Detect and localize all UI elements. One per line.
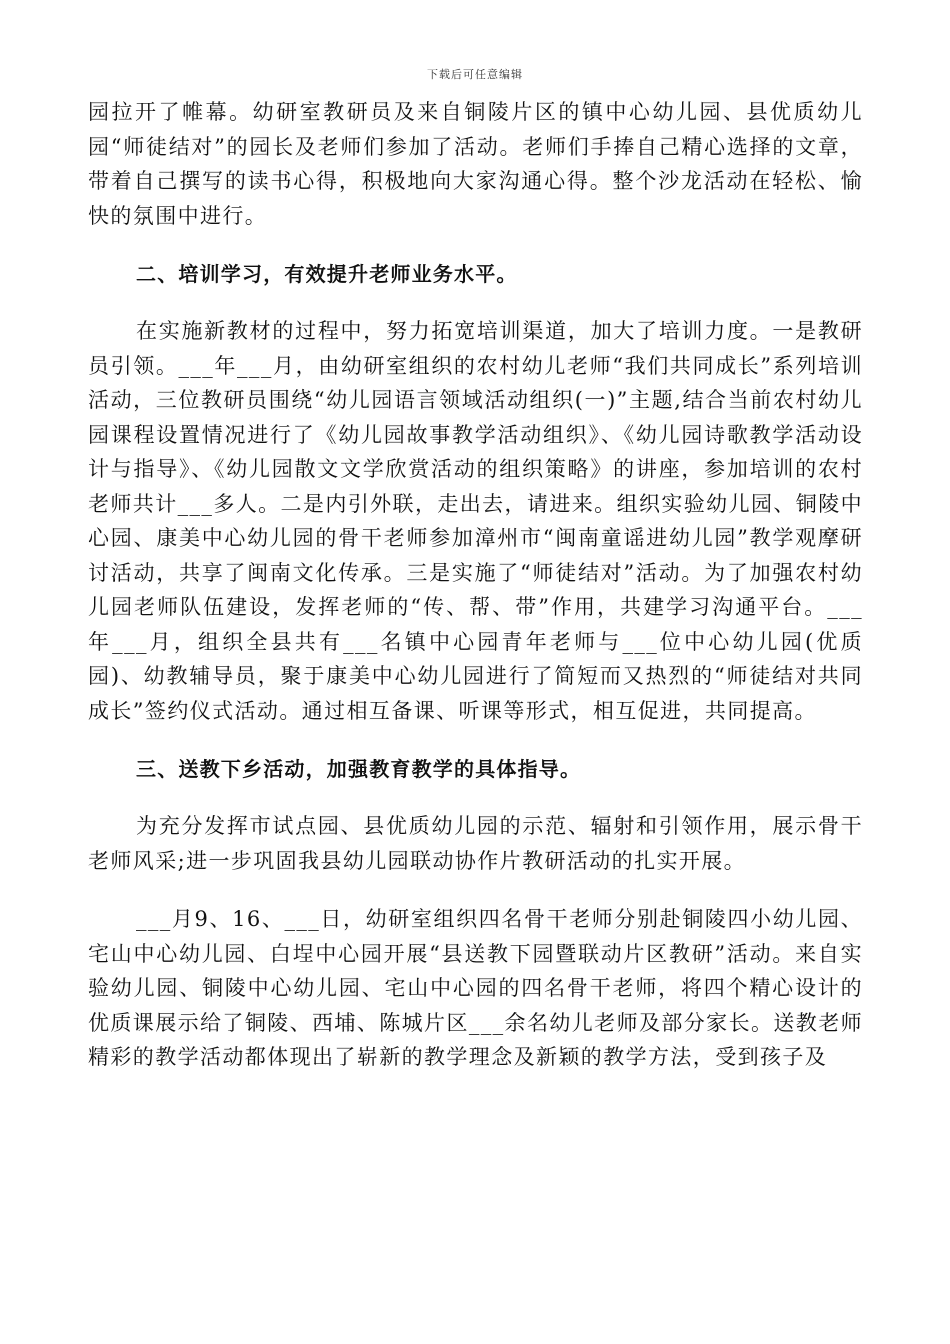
section-heading-training: 二、培训学习，有效提升老师业务水平。 [136,262,518,286]
paragraph-training: 在实施新教材的过程中，努力拓宽培训渠道，加大了培训力度。一是教研员引领。___年___月，由幼研室组织的农村幼儿老师“我们共同成长”系列培训活动，三位教研员围绕“幼儿园语言领域活动组织(一)”主题,结合当前农村幼儿园课程设置情况进行了《幼儿园故事教学活动组织》、《幼儿园诗歌教学活动设计与指导》、《幼儿园散文文学欣赏活动的组织策略》的讲座，参加培训的农村老师共计___多人。二是内引外联，走出去，请进来。组织实验幼儿园、铜陵中心园、康美中心幼儿园的骨干老师参加漳州市“闽南童谣进幼儿园”教学观摩研讨活动，共享了闽南文化传承。三是实施了“师徒结对”活动。为了加强农村幼儿园老师队伍建设，发挥老师的“传、帮、带”作用，共建学习沟通平台。___年___月，组织全县共有___名镇中心园青年老师与___位中心幼儿园(优质园)、幼教辅导员，聚于康美中心幼儿园进行了简短而又热烈的“师徒结对共同成长”签约仪式活动。通过相互备课、听课等形式，相互促进，共同提高。 [88,319,863,723]
section-heading-outreach: 三、送教下乡活动，加强教育教学的具体指导。 [136,757,582,781]
paragraph-outreach-purpose: 为充分发挥市试点园、县优质幼儿园的示范、辐射和引领作用，展示骨干老师风采;进一步巩固我县幼儿园联动协作片教研活动的扎实开展。 [88,814,863,873]
document-body [88,95,863,1075]
page-header: 下载后可任意编辑 [427,68,523,81]
paragraph-reading-salon: 园拉开了帷幕。幼研室教研员及来自铜陵片区的镇中心幼儿园、县优质幼儿园“师徒结对”的园长及老师们参加了活动。老师们手捧自己精心选择的文章，带着自己撰写的读书心得，积极地向大家沟通心得。整个沙龙活动在轻松、愉快的氛围中进行。 [88,100,863,228]
paragraph-outreach-activity: ___月9、16、___日，幼研室组织四名骨干老师分别赴铜陵四小幼儿园、宅山中心幼儿园、白埕中心园开展“县送教下园暨联动片区教研”活动。来自实验幼儿园、铜陵中心幼儿园、宅山中心园的四名骨干老师，将四个精心设计的优质课展示给了铜陵、西埔、陈城片区___余名幼儿老师及部分家长。送教老师精彩的教学活动都体现出了崭新的教学理念及新颖的教学方法，受到孩子及 [88,907,863,1069]
